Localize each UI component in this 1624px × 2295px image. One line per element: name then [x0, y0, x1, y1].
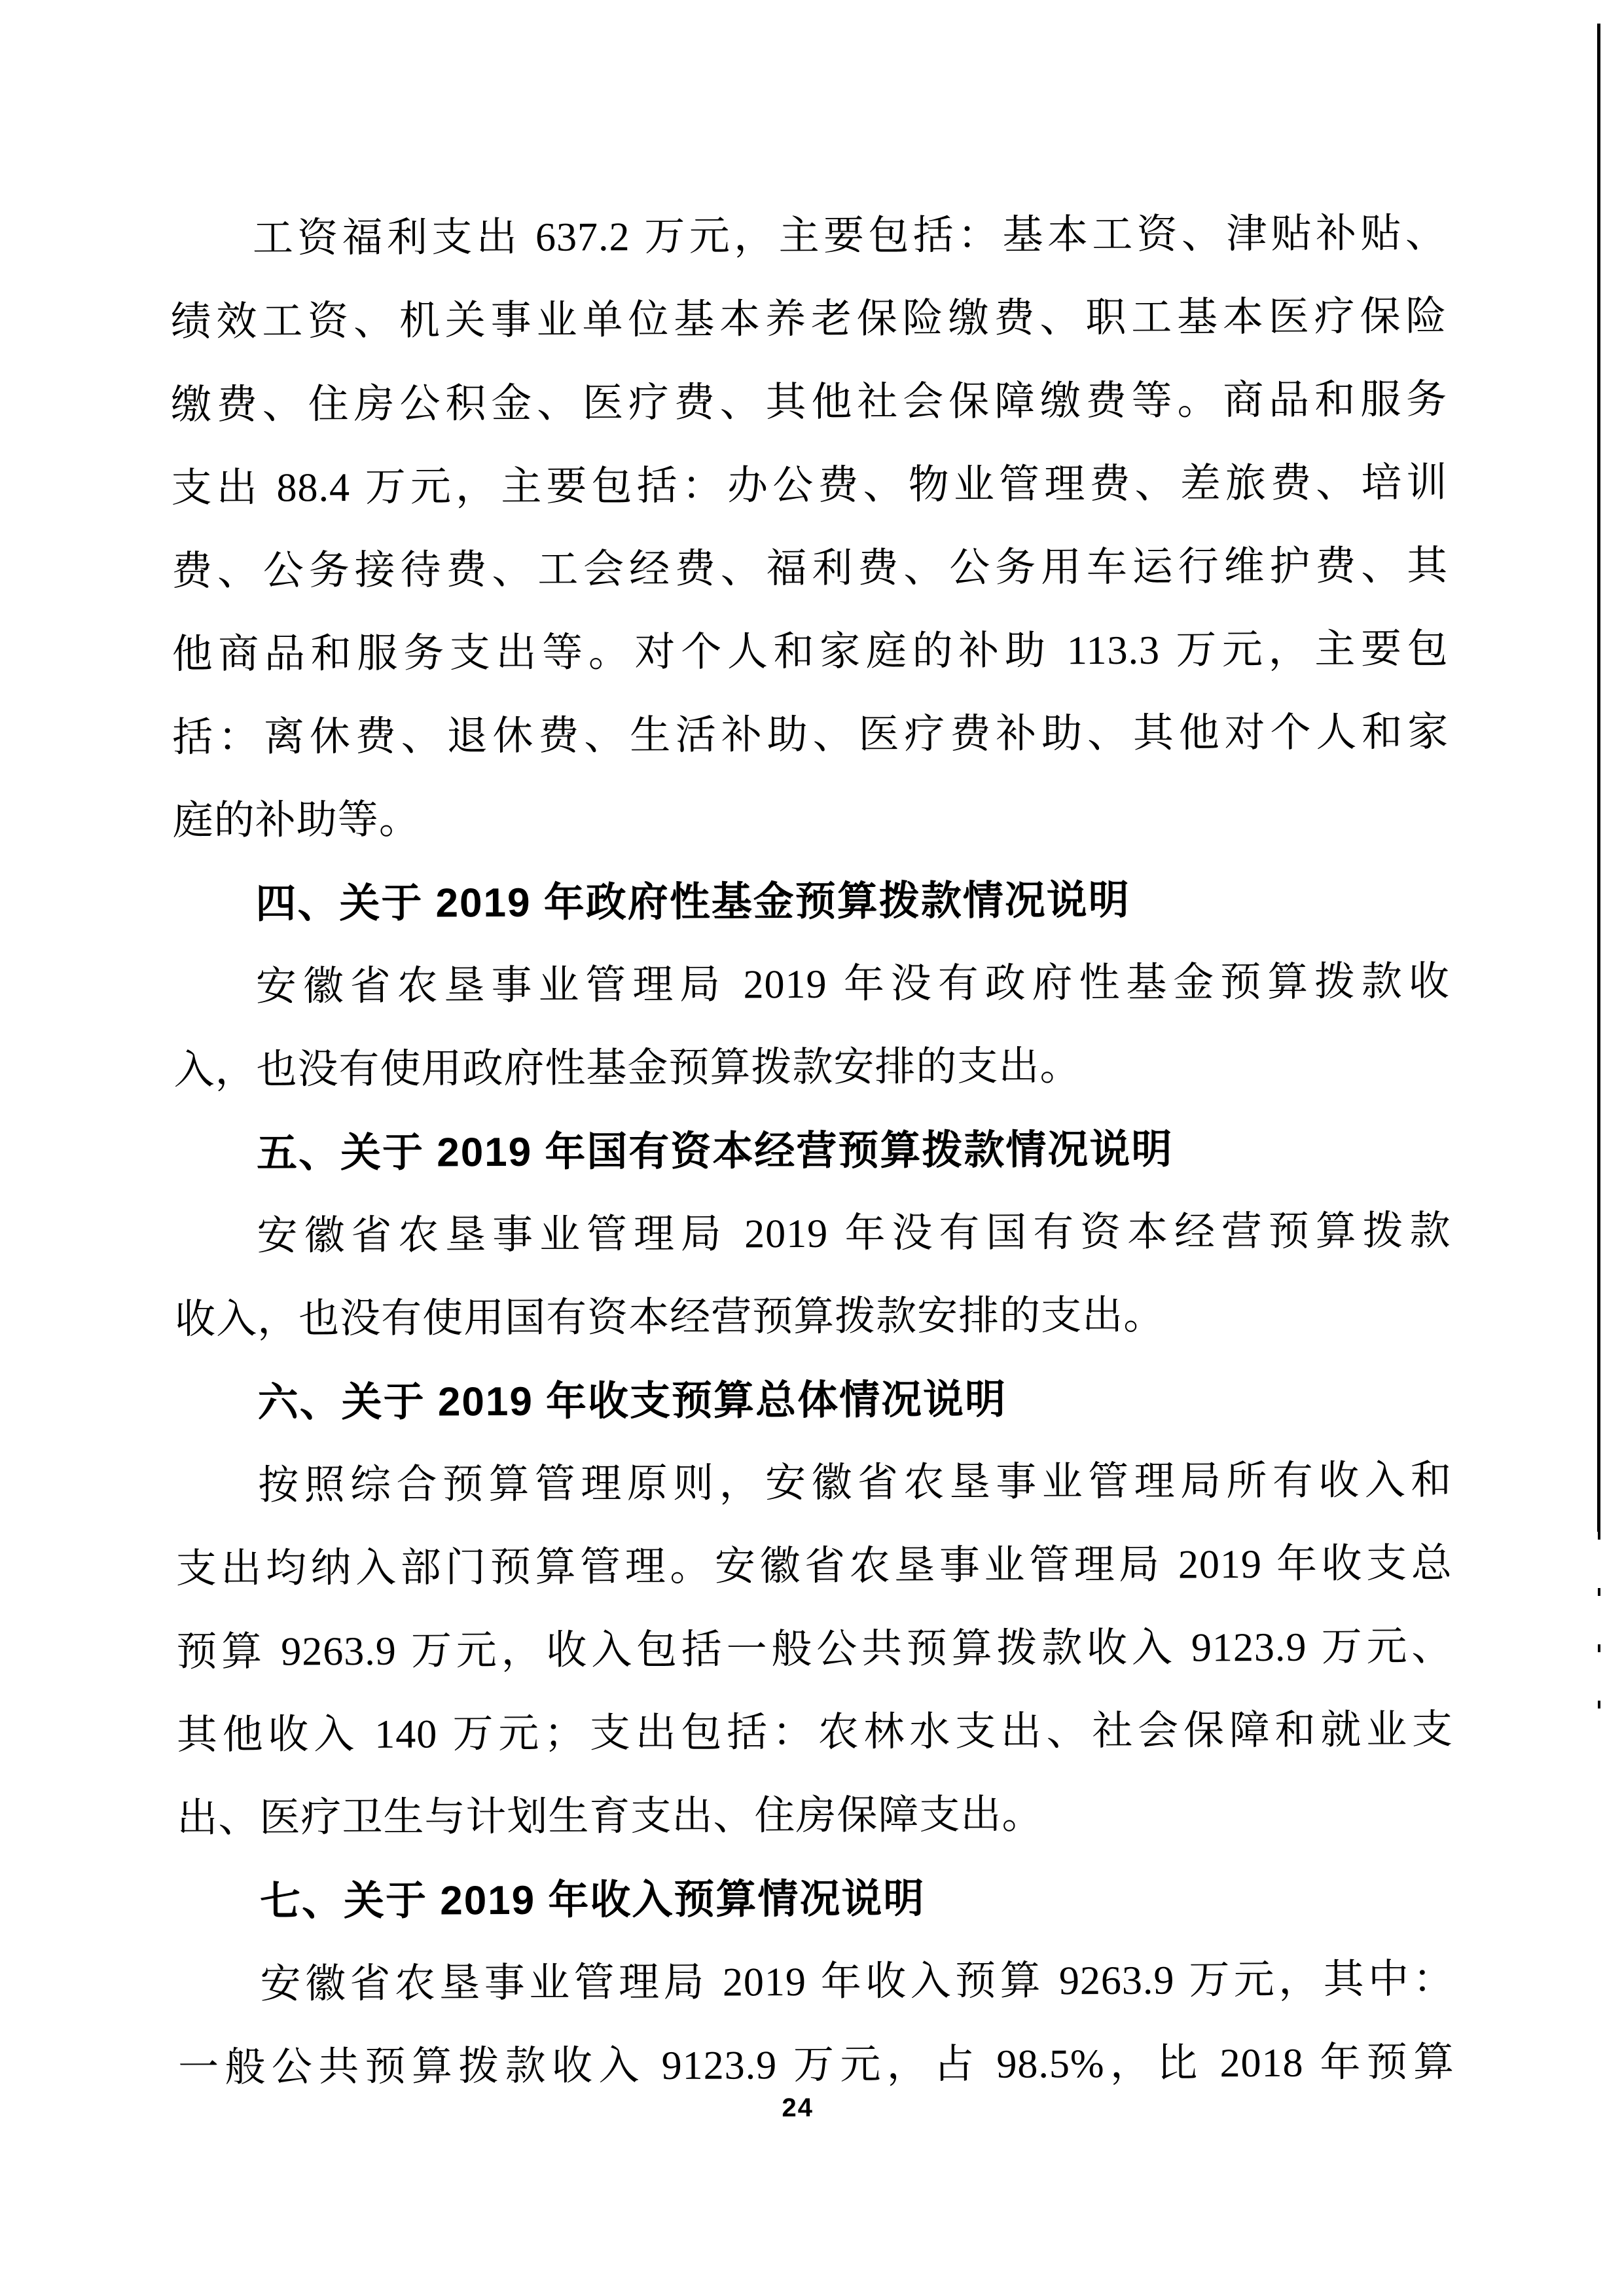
text-line: 安徽省农垦事业管理局 2019 年没有政府性基金预算拨款收	[255, 959, 1451, 1009]
text-line: 出、医疗卫生与计划生育支出、住房保障支出。	[177, 1792, 1043, 1841]
text-line: 一般公共预算拨款收入 9123.9 万元，占 98.5%，比 2018 年预算	[177, 2040, 1455, 2091]
text-line: 按照综合预算管理原则，安徽省农垦事业管理局所有收入和	[258, 1458, 1453, 1508]
text-line: 庭的补助等。	[172, 797, 420, 844]
text-line: 绩效工资、机关事业单位基本养老保险缴费、职工基本医疗保险	[170, 294, 1447, 345]
page-number: 24	[782, 2093, 814, 2123]
text-line: 预算 9263.9 万元，收入包括一般公共预算拨款收入 9123.9 万元、	[176, 1624, 1453, 1675]
text-line: 费、公务接待费、工会经费、福利费、公务用车运行维护费、其	[171, 543, 1449, 594]
text-line: 支出均纳入部门预算管理。安徽省农垦事业管理局 2019 年收支总	[175, 1541, 1453, 1592]
text-line: 他商品和服务支出等。对个人和家庭的补助 113.3 万元，主要包	[171, 626, 1449, 678]
text-line: 支出 88.4 万元，主要包括：办公费、物业管理费、差旅费、培训	[171, 460, 1448, 511]
text-line: 其他收入 140 万元；支出包括：农林水支出、社会保障和就业支	[176, 1707, 1454, 1758]
document-body	[170, 192, 1455, 2110]
section-heading: 五、关于 2019 年国有资本经营预算拨款情况说明	[256, 1127, 1174, 1176]
scan-edge-artifact-dots	[1598, 1532, 1600, 1748]
text-line: 括：离休费、退休费、生活补助、医疗费补助、其他对个人和家	[172, 710, 1449, 761]
section-heading: 四、关于 2019 年政府性基金预算拨款情况说明	[255, 877, 1130, 927]
section-heading: 七、关于 2019 年收入预算情况说明	[259, 1876, 926, 1925]
text-line: 安徽省农垦事业管理局 2019 年没有国有资本经营预算拨款	[257, 1208, 1451, 1259]
scan-edge-artifact-line	[1597, 24, 1600, 1532]
text-line: 缴费、住房公积金、医疗费、其他社会保障缴费等。商品和服务	[170, 377, 1448, 428]
section-heading: 六、关于 2019 年收支预算总体情况说明	[257, 1377, 1007, 1426]
text-line: 收入，也没有使用国有资本经营预算拨款安排的支出。	[174, 1293, 1165, 1343]
text-line: 入，也没有使用政府性基金预算拨款安排的支出。	[173, 1044, 1081, 1093]
text-line: 工资福利支出 637.2 万元，主要包括：基本工资、津贴补贴、	[252, 211, 1447, 261]
text-line: 安徽省农垦事业管理局 2019 年收入预算 9263.9 万元，其中：	[260, 1957, 1454, 2007]
